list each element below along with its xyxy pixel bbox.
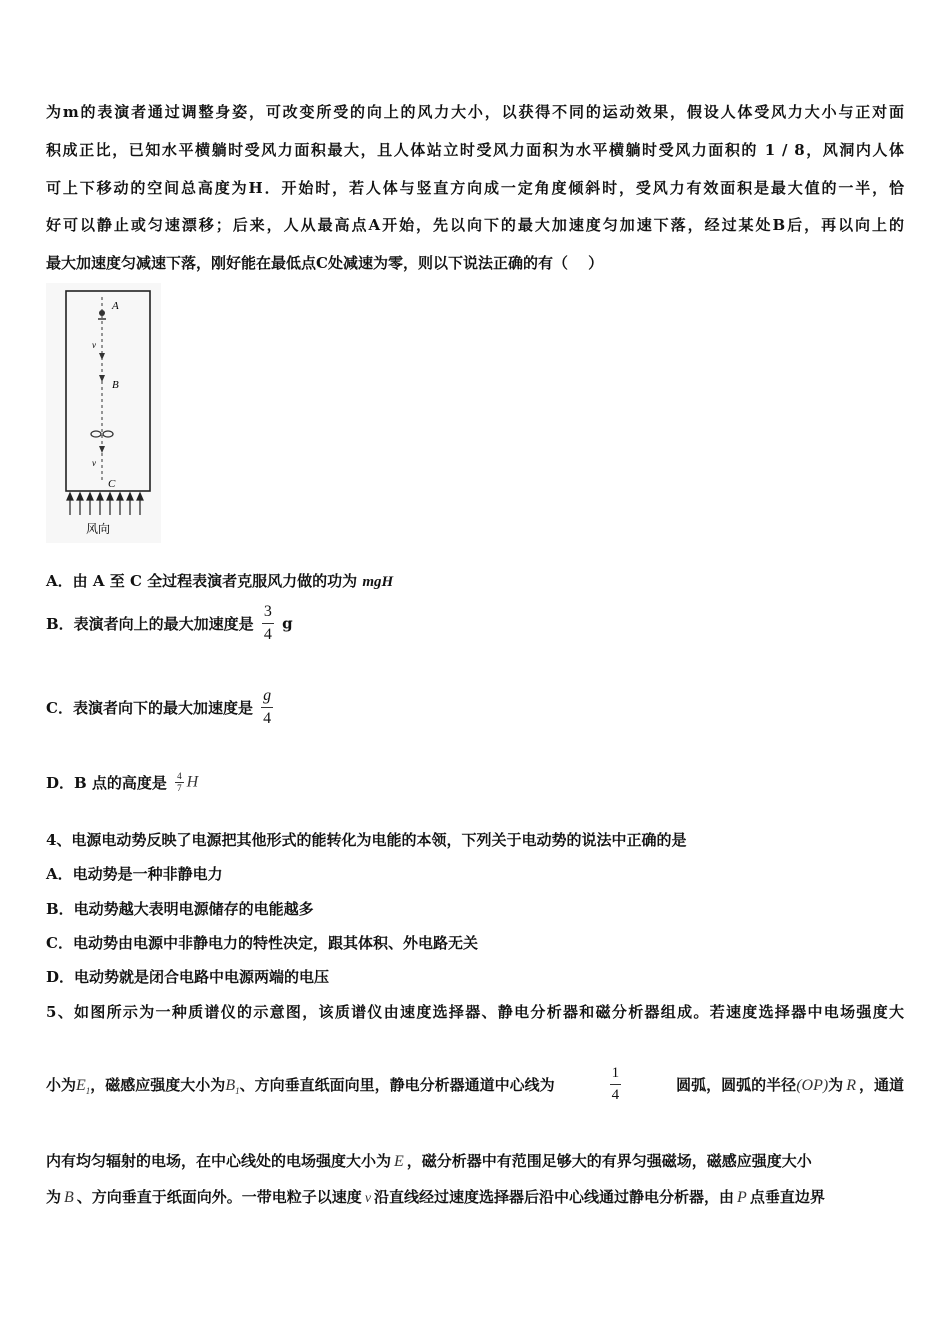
intro-line-3: 可上下移动的空间总高度为H．开始时，若人体与竖直方向成一定角度倾斜时，受风力有效面积是最大值的一半，恰 xyxy=(46,179,904,197)
q5-fraction-numerator: 1 xyxy=(610,1066,622,1085)
option-a-math: mgH xyxy=(362,574,394,590)
option-b-denominator: 4 xyxy=(263,626,272,643)
q5-l2-part-b: 圆弧，圆弧的半径(OP)为 R ，通道 xyxy=(676,1076,904,1094)
option-c-numerator: g xyxy=(261,688,273,708)
intro-line-1: 为m的表演者通过调整身姿，可改变所受的向上的风力大小，以获得不同的运动效果，假设人体受风力大小与正对面 xyxy=(46,103,904,121)
q5-fraction-denominator: 4 xyxy=(611,1087,620,1103)
q5-line-1: 5、如图所示为一种质谱仪的示意图，该质谱仪由速度选择器、静电分析器和磁分析器组成。若速度选择器中电场强度大 xyxy=(46,1003,904,1021)
option-c xyxy=(46,688,276,727)
intro-line-2: 积成正比，已知水平横躺时受风力面积最大，且人体站立时受风力面积为水平横躺时受风力面积的 1 / 8，风洞内人体 xyxy=(46,141,904,159)
option-d-variable: H xyxy=(186,773,199,791)
option-d-fraction xyxy=(175,772,184,793)
q5-quarter-fraction xyxy=(610,1066,622,1103)
label-v1: v xyxy=(92,340,96,350)
figure-background xyxy=(46,283,161,543)
q5-b1: B xyxy=(225,1076,236,1094)
q5-line-2 xyxy=(46,1066,904,1103)
wind-caption: 风向 xyxy=(86,522,111,536)
option-d xyxy=(46,772,198,793)
q5-p: P xyxy=(737,1189,747,1206)
option-d-text: D．B 点的高度是 xyxy=(46,774,173,792)
label-c: C xyxy=(108,478,116,490)
q4-stem: 4、电源电动势反映了电源把其他形式的能转化为电能的本领，下列关于电动势的说法中正确的是 xyxy=(46,831,687,849)
option-b xyxy=(46,604,293,643)
q5-r: R xyxy=(846,1077,856,1094)
label-v2: v xyxy=(92,458,96,468)
option-b-numerator: 3 xyxy=(262,604,274,624)
option-b-suffix: g xyxy=(276,614,293,633)
option-b-fraction xyxy=(262,604,274,643)
q5-line-3: 内有均匀辐射的电场，在中心线处的电场强度大小为 E ，磁分析器中有范围足够大的有界匀强磁场，磁感应强度大小 xyxy=(46,1152,812,1170)
q5-line-4: 为 B 、方向垂直于纸面向外。一带电粒子以速度 v 沿直线经过速度选择器后沿中心线通过静电分析器，由 P 点垂直边界 xyxy=(46,1188,825,1206)
q5-b1-sub: 1 xyxy=(235,1085,240,1096)
intro-line-4: 好可以静止或匀速漂移；后来，人从最高点A开始，先以向下的最大加速度匀加速下落，经过某处B后，再以向上的 xyxy=(46,216,904,234)
intro-line-5: 最大加速度匀减速下落，刚好能在最低点C处减速为零，则以下说法正确的有（ ） xyxy=(46,254,604,272)
label-a: A xyxy=(112,300,119,312)
q4-option-c: C．电动势由电源中非静电力的特性决定，跟其体积、外电路无关 xyxy=(46,934,478,952)
q5-l2-part-a: 小为$E_1$，磁感应强度大小为$B_1$、方向垂直纸面向里，静电分析器通道中心线为 xyxy=(46,1075,555,1096)
q5-b: B xyxy=(64,1189,74,1206)
q5-e: E xyxy=(394,1153,404,1170)
option-c-denominator: 4 xyxy=(263,710,272,727)
q4-option-a: A．电动势是一种非静电力 xyxy=(46,865,223,883)
option-c-text: C．表演者向下的最大加速度是 xyxy=(46,699,259,717)
option-a xyxy=(46,570,393,591)
option-b-text: B．表演者向上的最大加速度是 xyxy=(46,615,259,633)
label-b: B xyxy=(112,379,119,391)
q5-e1: E xyxy=(76,1076,86,1094)
wind-tunnel-figure xyxy=(46,283,161,543)
q5-v: v xyxy=(364,1191,372,1206)
option-d-denominator: 7 xyxy=(177,783,182,793)
option-d-numerator: 4 xyxy=(177,771,182,781)
option-c-fraction xyxy=(261,688,273,727)
q4-option-d: D．电动势就是闭合电路中电源两端的电压 xyxy=(46,968,330,986)
q5-op: (OP) xyxy=(796,1077,829,1094)
option-a-text: A．由 A 至 C 全过程表演者克服风力做的功为 xyxy=(46,572,363,590)
q5-e1-sub: 1 xyxy=(85,1085,91,1096)
q4-option-b: B．电动势越大表明电源储存的电能越多 xyxy=(46,900,314,918)
